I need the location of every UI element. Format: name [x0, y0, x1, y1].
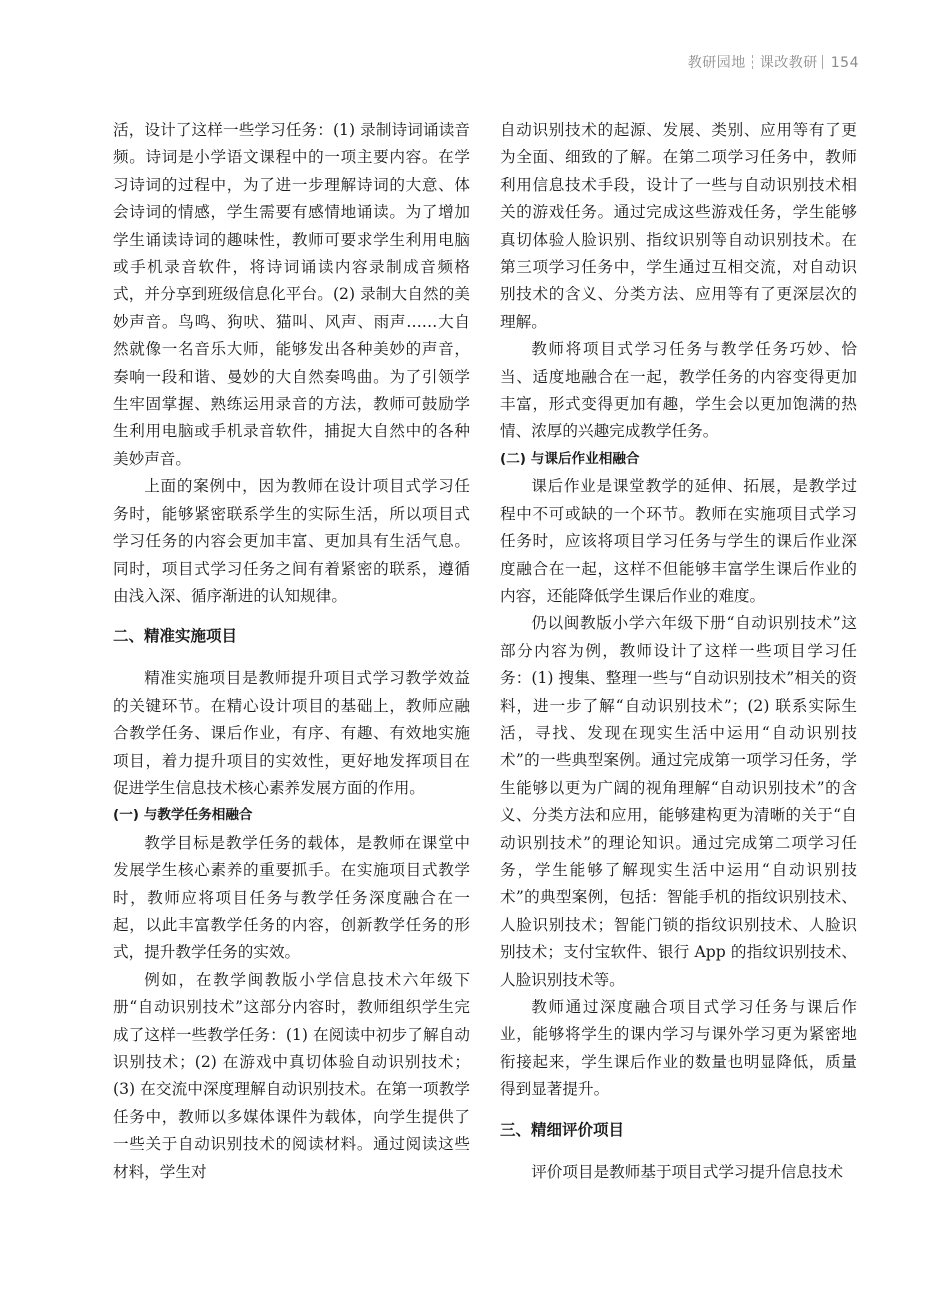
subsection-heading: (一) 与教学任务相融合 — [113, 807, 253, 824]
paragraph: 例如，在教学闽教版小学信息技术六年级下册“自动识别技术”这部分内容时，教师组织学生完成了这样一些教学任务：(1) 在阅读中初步了解自动识别技术；(2) 在游戏中真切体验自动识别技术；(3) 在交流中深度理解自动识别技术。在第一项教学任务中，教师以多媒体课件为载体，向学生提供了一些关于自动识别技术的阅读材料。通过阅读这些材料，学生对 — [113, 970, 470, 1181]
paragraph: 评价项目是教师基于项目式学习提升信息技术 — [531, 1162, 844, 1181]
paragraph: 课后作业是课堂教学的延伸、拓展，是教学过程中不可或缺的一个环节。教师在实施项目式学习任务时，应该将项目学习任务与学生的课后作业深度融合在一起，这样不但能够丰富学生课后作业的内容，还能降低学生课后作业的难度。 — [500, 477, 857, 605]
paragraph: 教学目标是教学任务的载体，是教师在课堂中发展学生核心素养的重要抓手。在实施项目式教学时，教师应将项目任务与教学任务深度融合在一起，以此丰富教学任务的内容，创新教学任务的形式，提升教学任务的实效。 — [113, 833, 470, 962]
running-header — [688, 52, 859, 72]
paragraph: 教师将项目式学习任务与教学任务巧妙、恰当、适度地融合在一起，教学任务的内容变得更加丰富，形式变得更加有趣，学生会以更加饱满的热情、浓厚的兴趣完成教学任务。 — [500, 340, 857, 441]
left-column — [113, 117, 470, 1186]
paragraph: 活，设计了这样一些学习任务：(1) 录制诗词诵读音频。诗词是小学语文课程中的一项主要内容。在学习诗词的过程中，为了进一步理解诗词的大意、体会诗词的情感，学生需要有感情地诵读。为了增加学生诵读诗词的趣味性，教师可要求学生利用电脑或手机录音软件，将诗词诵读内容录制成音频格式，并分享到班级信息化平台。(2) 录制大自然的美妙声音。鸟鸣、狗吠、猫叫、风声、雨声……大自然就像一名音乐大师，能够发出各种美妙的声音，奏响一段和谐、曼妙的大自然奏鸣曲。为了引领学生牢固掌握、熟练运用录音的方法，教师可鼓励学生利用电脑或手机录音软件，捕捉大自然中的各种美妙声音。 — [113, 121, 470, 468]
header-section: 教研园地 — [687, 55, 746, 71]
right-column — [500, 117, 857, 1186]
paragraph: 上面的案例中，因为教师在设计项目式学习任务时，能够紧密联系学生的实际生活，所以项目式学习任务的内容会更加丰富、更加具有生活气息。同时，项目式学习任务之间有着紧密的联系，遵循由浅入深、循序渐进的认知规律。 — [113, 477, 470, 605]
subsection-heading: (二) 与课后作业相融合 — [500, 450, 640, 467]
section-heading: 三、精细评价项目 — [500, 1120, 625, 1139]
header-column: 课改教研 — [759, 55, 818, 71]
header-divider-solid — [822, 55, 823, 69]
page-number: 154 — [830, 55, 859, 71]
section-heading: 二、精准实施项目 — [113, 627, 238, 646]
paragraph: 精准实施项目是教师提升项目式学习教学效益的关键环节。在精心设计项目的基础上，教师应融合教学任务、课后作业，有序、有趣、有效地实施项目，着力提升项目的实效性，更好地发挥项目在促进学生信息技术核心素养发展方面的作用。 — [113, 669, 470, 797]
paragraph: 仍以闽教版小学六年级下册“自动识别技术”这部分内容为例，教师设计了这样一些项目学习任务：(1) 搜集、整理一些与“自动识别技术”相关的资料，进一步了解“自动识别技术”；(2) 联系实际生活，寻找、发现在现实生活中运用“自动识别技术”的一些典型案例。通过完成第一项学习任务，学生能够以更为广阔的视角理解“自动识别技术”的含义、分类方法和应用，能够建构更为清晰的关于“自动识别技术”的理论知识。通过完成第二项学习任务，学生能够了解现实生活中运用“自动识别技术”的典型案例，包括：智能手机的指纹识别技术、人脸识别技术；智能门锁的指纹识别技术、人脸识别技术；支付宝软件、银行 App 的指纹识别技术、人脸识别技术等。 — [500, 614, 857, 989]
paragraph: 自动识别技术的起源、发展、类别、应用等有了更为全面、细致的了解。在第二项学习任务中，教师利用信息技术手段，设计了一些与自动识别技术相关的游戏任务。通过完成这些游戏任务，学生能够真切体验人脸识别、指纹识别等自动识别技术。在第三项学习任务中，学生通过互相交流，对自动识别技术的含义、分类方法、应用等有了更深层次的理解。 — [500, 121, 857, 331]
header-divider — [752, 55, 754, 69]
paragraph: 教师通过深度融合项目式学习任务与课后作业，能够将学生的课内学习与课外学习更为紧密地衔接起来，学生课后作业的数量也明显降低，质量得到显著提升。 — [500, 998, 857, 1099]
